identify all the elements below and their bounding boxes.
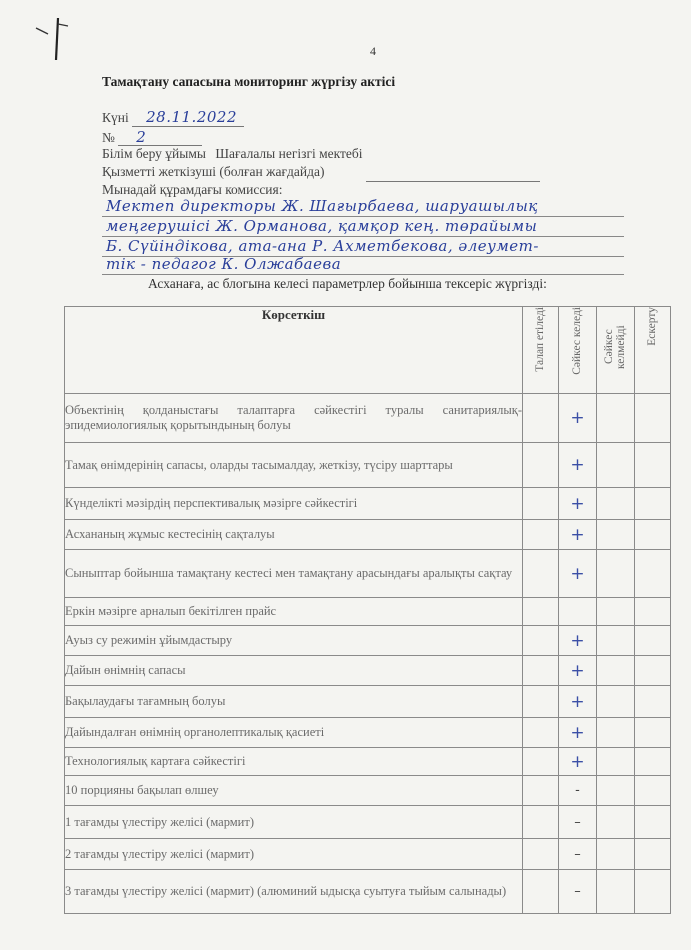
cell-compliant-mark: + xyxy=(559,443,597,488)
table-row xyxy=(65,550,671,598)
cell-note xyxy=(635,656,671,686)
table-row xyxy=(65,806,671,839)
table-row xyxy=(65,870,671,914)
header-note xyxy=(635,307,671,394)
header-requirement xyxy=(523,307,559,394)
supplier-field xyxy=(102,164,324,180)
table-row xyxy=(65,394,671,443)
row-indicator: Күнделікті мәзірдің перспективалық мәзірге сәйкестігі xyxy=(65,488,523,520)
header-compliant-label: Сәйкес келеді xyxy=(571,307,584,375)
cell-compliant-mark xyxy=(559,598,597,626)
commission-line-text: тік - педагог К. Олжабаева xyxy=(106,255,342,273)
row-indicator: 2 тағамды үлестіру желісі (мармит) xyxy=(65,839,523,870)
cell-noncompliant xyxy=(597,598,635,626)
cell-requirement xyxy=(523,488,559,520)
inspection-intro: Асханаға, ас блогына келесі параметрлер бойынша тексеріс жүргізді: xyxy=(148,276,547,291)
cell-requirement xyxy=(523,776,559,806)
cell-compliant-mark: + xyxy=(559,488,597,520)
cell-noncompliant xyxy=(597,806,635,839)
row-indicator: 3 тағамды үлестіру желісі (мармит) (алюминий ыдысқа суытуға тыйым салынады) xyxy=(65,870,523,914)
number-value: 2 xyxy=(136,128,147,146)
cell-requirement xyxy=(523,520,559,550)
cell-noncompliant xyxy=(597,776,635,806)
row-indicator: 10 порцияны бақылап өлшеу xyxy=(65,776,523,806)
header-noncompliant xyxy=(597,307,635,394)
date-field xyxy=(102,108,237,126)
cell-requirement xyxy=(523,806,559,839)
commission-line xyxy=(102,196,624,217)
table-header-row xyxy=(65,307,671,394)
commission-line-text: Б. Сүйіндікова, ата-ана Р. Ахметбекова, әлеумет- xyxy=(106,237,539,255)
cell-noncompliant xyxy=(597,839,635,870)
cell-compliant-mark: + xyxy=(559,718,597,748)
cell-noncompliant xyxy=(597,443,635,488)
cell-compliant-mark: – xyxy=(559,806,597,839)
table-row xyxy=(65,686,671,718)
cell-requirement xyxy=(523,839,559,870)
commission-line-text: Мектеп директоры Ж. Шағырбаева, шаруашылық xyxy=(106,197,538,215)
commission-line-text: меңгерушісі Ж. Орманова, қамқор кең. төрайымы xyxy=(106,217,538,235)
monitoring-table xyxy=(64,306,671,914)
cell-noncompliant xyxy=(597,394,635,443)
table-row xyxy=(65,443,671,488)
cell-compliant-mark: + xyxy=(559,394,597,443)
cell-note xyxy=(635,598,671,626)
cell-noncompliant xyxy=(597,870,635,914)
cell-requirement xyxy=(523,443,559,488)
row-indicator: 1 тағамды үлестіру желісі (мармит) xyxy=(65,806,523,839)
table-row xyxy=(65,598,671,626)
row-indicator: Сыныптар бойынша тамақтану кестесі мен тамақтану арасындағы аралықты сақтау xyxy=(65,550,523,598)
cell-requirement xyxy=(523,870,559,914)
cell-requirement xyxy=(523,686,559,718)
cell-compliant-mark: – xyxy=(559,839,597,870)
cell-note xyxy=(635,394,671,443)
cell-noncompliant xyxy=(597,686,635,718)
table-row xyxy=(65,520,671,550)
table-row xyxy=(65,748,671,776)
cell-compliant-mark: + xyxy=(559,748,597,776)
cell-noncompliant xyxy=(597,626,635,656)
date-label: Күні xyxy=(102,110,129,125)
cell-requirement xyxy=(523,550,559,598)
cell-note xyxy=(635,488,671,520)
date-value: 28.11.2022 xyxy=(146,108,237,126)
header-note-label: Ескерту xyxy=(646,307,659,346)
cell-compliant-mark: + xyxy=(559,686,597,718)
cell-compliant-mark: - xyxy=(559,776,597,806)
header-noncompliant-label: Сәйкес келмейді xyxy=(603,325,628,369)
row-indicator: Бақылаудағы тағамның болуы xyxy=(65,686,523,718)
table-row xyxy=(65,626,671,656)
cell-note xyxy=(635,776,671,806)
cell-note xyxy=(635,520,671,550)
cell-noncompliant xyxy=(597,488,635,520)
row-indicator: Тамақ өнімдерінің сапасы, оларды тасымалдау, жеткізу, түсіру шарттары xyxy=(65,443,523,488)
organization-value: Шағалалы негізгі мектебі xyxy=(215,146,363,161)
organization-field xyxy=(102,146,363,162)
supplier-label: Қызметті жеткізуші (болған жағдайда) xyxy=(102,164,325,179)
table-row xyxy=(65,718,671,748)
commission-line xyxy=(102,254,624,275)
date-underline xyxy=(132,126,244,127)
cell-noncompliant xyxy=(597,520,635,550)
row-indicator: Дайындалған өнімнің органолептикалық қасиеті xyxy=(65,718,523,748)
margin-pen-mark xyxy=(34,14,74,64)
cell-compliant-mark: + xyxy=(559,550,597,598)
cell-note xyxy=(635,718,671,748)
cell-note xyxy=(635,686,671,718)
cell-note xyxy=(635,806,671,839)
commission-label: Мынадай құрамдағы комиссия: xyxy=(102,182,283,197)
cell-noncompliant xyxy=(597,656,635,686)
table-row xyxy=(65,656,671,686)
cell-note xyxy=(635,748,671,776)
cell-requirement xyxy=(523,394,559,443)
cell-note xyxy=(635,626,671,656)
cell-compliant-mark: + xyxy=(559,656,597,686)
header-compliant xyxy=(559,307,597,394)
cell-compliant-mark: + xyxy=(559,520,597,550)
cell-note xyxy=(635,870,671,914)
row-indicator: Дайын өнімнің сапасы xyxy=(65,656,523,686)
table-row xyxy=(65,488,671,520)
cell-note xyxy=(635,550,671,598)
supplier-underline xyxy=(366,181,540,182)
cell-compliant-mark: + xyxy=(559,626,597,656)
number-label: № xyxy=(102,130,115,145)
cell-noncompliant xyxy=(597,718,635,748)
row-indicator: Еркін мәзірге арналып бекітілген прайс xyxy=(65,598,523,626)
cell-compliant-mark: – xyxy=(559,870,597,914)
row-indicator: Ауыз су режимін ұйымдастыру xyxy=(65,626,523,656)
table-row xyxy=(65,776,671,806)
header-indicator: Көрсеткіш xyxy=(65,307,523,394)
cell-noncompliant xyxy=(597,550,635,598)
row-indicator: Технологиялық картаға сәйкестігі xyxy=(65,748,523,776)
table-row xyxy=(65,839,671,870)
commission-line xyxy=(102,216,624,237)
row-indicator: Объектінің қолданыстағы талаптарға сәйкестігі туралы санитариялық-эпидемиологиялық қорытындының болуы xyxy=(65,394,523,443)
header-requirement-label: Талап етіледі xyxy=(534,307,547,372)
row-indicator: Асхананың жұмыс кестесінің сақталуы xyxy=(65,520,523,550)
organization-label: Білім беру ұйымы xyxy=(102,146,206,161)
cell-requirement xyxy=(523,748,559,776)
document-title: Тамақтану сапасына мониторинг жүргізу актісі xyxy=(102,74,396,89)
cell-noncompliant xyxy=(597,748,635,776)
cell-requirement xyxy=(523,626,559,656)
cell-requirement xyxy=(523,718,559,748)
number-field xyxy=(102,128,146,146)
cell-requirement xyxy=(523,656,559,686)
cell-note xyxy=(635,443,671,488)
cell-note xyxy=(635,839,671,870)
page-number: 4 xyxy=(370,44,376,58)
cell-requirement xyxy=(523,598,559,626)
